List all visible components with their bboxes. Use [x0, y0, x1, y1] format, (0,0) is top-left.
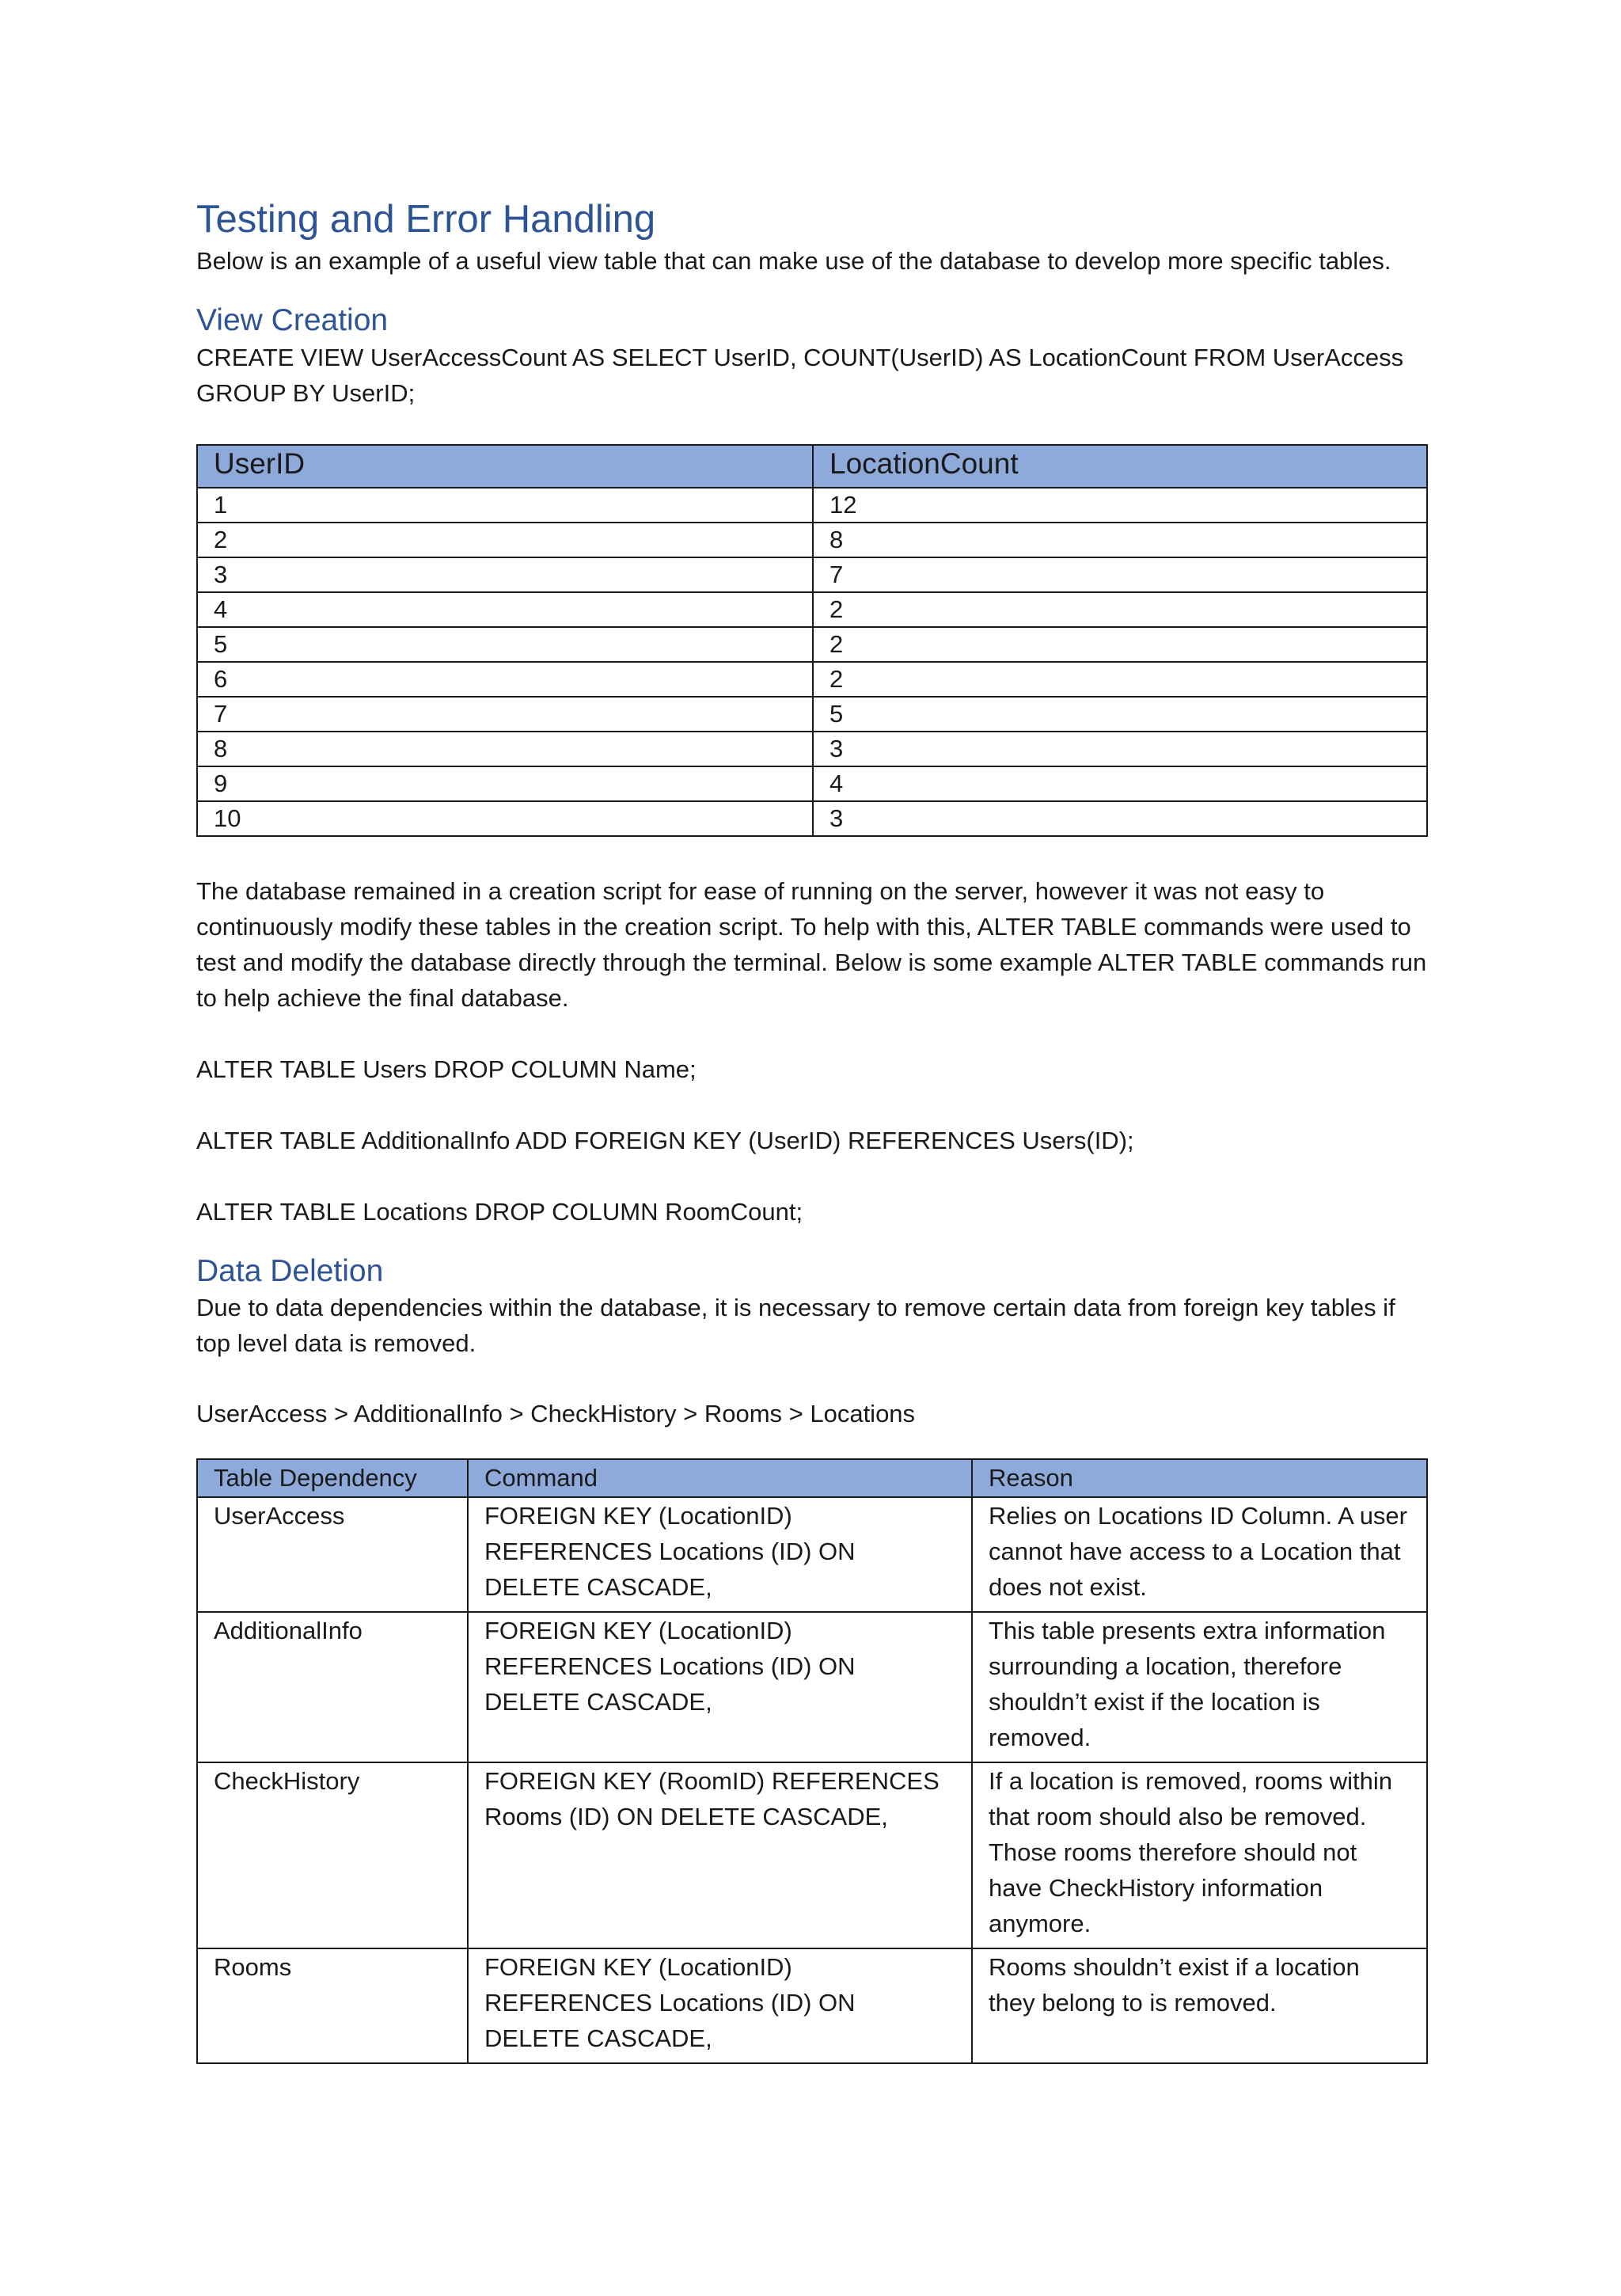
alter-command-1: ALTER TABLE Users DROP COLUMN Name; — [196, 1055, 697, 1083]
intro-paragraph: Below is an example of a useful view table that can make use of the database to develop more specific tables. — [196, 246, 1391, 275]
alter-command-3: ALTER TABLE Locations DROP COLUMN RoomCount; — [196, 1197, 803, 1226]
cell-reason: Relies on Locations ID Column. A user cannot have access to a Location that does not exist. — [972, 1497, 1427, 1612]
cell-locationcount: 12 — [813, 488, 1427, 523]
page-title: Testing and Error Handling — [196, 198, 656, 241]
alter-command-2: ALTER TABLE AdditionalInfo ADD FOREIGN KEY (UserID) REFERENCES Users(ID); — [196, 1126, 1134, 1154]
cell-locationcount: 8 — [813, 523, 1427, 557]
cell-locationcount: 2 — [813, 627, 1427, 662]
cell-table-dependency: CheckHistory — [197, 1762, 468, 1948]
cell-command: FOREIGN KEY (RoomID) REFERENCES Rooms (ID) ON DELETE CASCADE, — [468, 1762, 972, 1948]
column-header-reason: Reason — [972, 1459, 1427, 1497]
cell-locationcount: 3 — [813, 732, 1427, 766]
table-row — [197, 766, 1427, 801]
alter-paragraph: The database remained in a creation script for ease of running on the server, however it was not easy to continuously modify these tables in the creation script. To help with this, ALTER TABLE commands were used to test and modify the database directly through the terminal. Below is some example ALTER TABLE commands run to help achieve the final database. — [196, 876, 1427, 1012]
table-row — [197, 523, 1427, 557]
document-page — [196, 196, 1428, 2064]
cell-table-dependency: Rooms — [197, 1948, 468, 2063]
cell-locationcount: 2 — [813, 592, 1427, 627]
cell-userid: 7 — [197, 697, 813, 732]
table-row — [197, 732, 1427, 766]
cell-locationcount: 2 — [813, 662, 1427, 697]
view-creation-heading: View Creation — [196, 302, 389, 337]
dependency-table — [196, 1458, 1428, 2064]
view-creation-sql: CREATE VIEW UserAccessCount AS SELECT UserID, COUNT(UserID) AS LocationCount FROM UserAccess GROUP BY UserID; — [196, 343, 1404, 407]
cell-locationcount: 4 — [813, 766, 1427, 801]
column-header-table-dependency: Table Dependency — [197, 1459, 468, 1497]
cell-command: FOREIGN KEY (LocationID) REFERENCES Locations (ID) ON DELETE CASCADE, — [468, 1948, 972, 2063]
column-header-userid: UserID — [197, 445, 813, 488]
table-row — [197, 1948, 1427, 2063]
table-header-row — [197, 445, 1427, 488]
table-header-row — [197, 1459, 1427, 1497]
cell-userid: 1 — [197, 488, 813, 523]
cell-command: FOREIGN KEY (LocationID) REFERENCES Locations (ID) ON DELETE CASCADE, — [468, 1497, 972, 1612]
column-header-locationcount: LocationCount — [813, 445, 1427, 488]
cell-userid: 9 — [197, 766, 813, 801]
cell-userid: 5 — [197, 627, 813, 662]
cell-reason: Rooms shouldn’t exist if a location they belong to is removed. — [972, 1948, 1427, 2063]
cell-userid: 3 — [197, 557, 813, 592]
data-deletion-heading: Data Deletion — [196, 1253, 384, 1288]
dependency-chain: UserAccess > AdditionalInfo > CheckHistory > Rooms > Locations — [196, 1400, 916, 1428]
cell-locationcount: 5 — [813, 697, 1427, 732]
table-row — [197, 1762, 1427, 1948]
cell-locationcount: 3 — [813, 801, 1427, 836]
table-row — [197, 627, 1427, 662]
table-row — [197, 557, 1427, 592]
table-row — [197, 1612, 1427, 1762]
cell-userid: 6 — [197, 662, 813, 697]
cell-table-dependency: AdditionalInfo — [197, 1612, 468, 1762]
cell-userid: 4 — [197, 592, 813, 627]
table-row — [197, 697, 1427, 732]
data-deletion-paragraph: Due to data dependencies within the database, it is necessary to remove certain data from foreign key tables if top level data is removed. — [196, 1294, 1395, 1358]
cell-userid: 10 — [197, 801, 813, 836]
table-row — [197, 1497, 1427, 1612]
table-row — [197, 592, 1427, 627]
table-row — [197, 662, 1427, 697]
column-header-command: Command — [468, 1459, 972, 1497]
cell-userid: 2 — [197, 523, 813, 557]
table-row — [197, 801, 1427, 836]
cell-userid: 8 — [197, 732, 813, 766]
cell-locationcount: 7 — [813, 557, 1427, 592]
cell-table-dependency: UserAccess — [197, 1497, 468, 1612]
table-row — [197, 488, 1427, 523]
cell-command: FOREIGN KEY (LocationID) REFERENCES Locations (ID) ON DELETE CASCADE, — [468, 1612, 972, 1762]
user-access-count-table — [196, 444, 1428, 837]
cell-reason: This table presents extra information surrounding a location, therefore shouldn’t exist if the location is removed. — [972, 1612, 1427, 1762]
cell-reason: If a location is removed, rooms within that room should also be removed. Those rooms therefore should not have CheckHistory information anymore. — [972, 1762, 1427, 1948]
